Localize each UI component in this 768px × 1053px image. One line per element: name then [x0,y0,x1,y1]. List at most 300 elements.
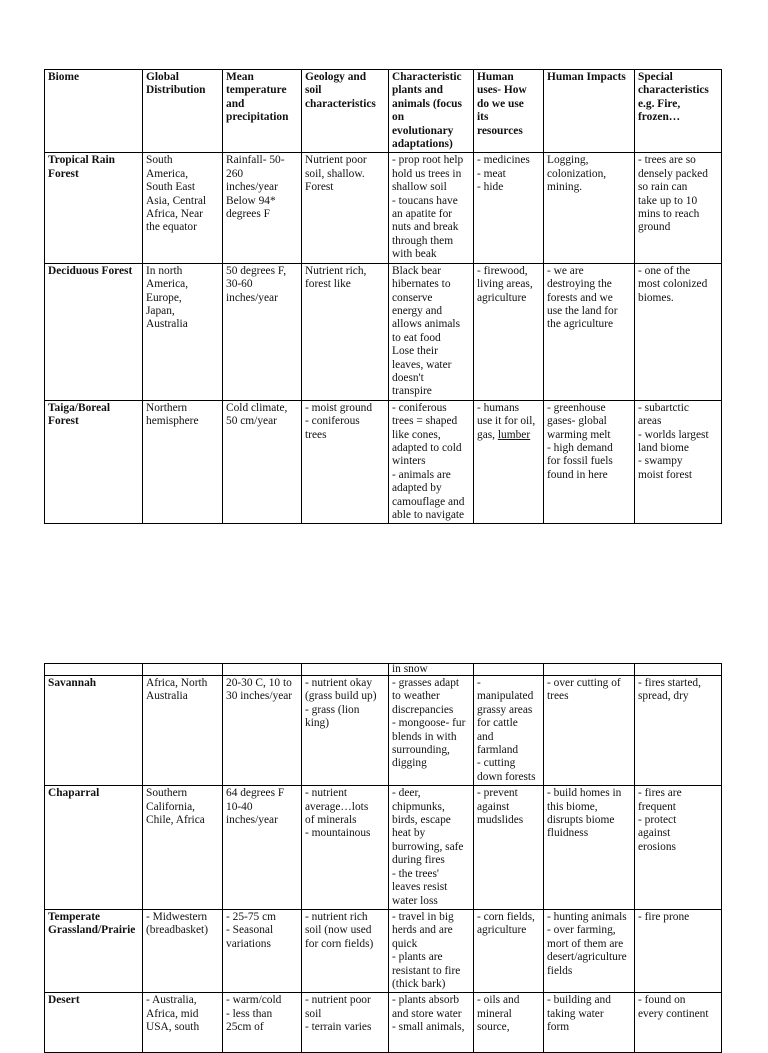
cell-text-line: to weather [392,690,440,703]
cell-text-line: - prevent [477,787,518,800]
cell-temperature-precipitation [223,263,302,400]
cell-text-line: frozen… [638,111,681,124]
cell-plants-animals [389,263,474,400]
cell-text-line: like cones, [392,428,441,441]
cell-text-line: transpire [392,385,432,398]
cell-text-line: South East [146,181,196,194]
cell-text-line: adapted by [392,482,442,495]
cell-text-line: - deer, [392,787,421,800]
header-temperature-precipitation [223,70,302,153]
cell-text-line: - animals are [392,468,451,481]
header-plants-animals [389,70,474,153]
header-special-characteristics [635,70,722,153]
cell-text-line: Africa, North [146,677,208,689]
cell-text-line: hibernates to [392,278,451,291]
cell-text-line: Biome [48,71,80,83]
cell-text-line: farmland [477,744,519,757]
cell-text-line: this biome, [547,800,598,813]
cell-text-line: South [146,154,173,167]
cell-text-line: uses- How [477,84,527,97]
cell-text-line: - the trees' [392,867,439,880]
cell-text-line: Cold climate, [226,401,288,414]
cell-text-line: - mongoose- fur [392,717,466,730]
cell-text-line: inches/year [226,291,278,304]
cell-text-line: - build homes in [547,787,622,800]
cell-text-line: Africa, mid [146,1007,199,1020]
cell-temperature-precipitation [223,400,302,524]
cell-text-line: - small animals, [392,1021,465,1034]
cell-text-line: - humans [477,401,520,414]
cell-text-line: Europe, [146,291,182,304]
cell-text-line: - protect [638,814,677,827]
cell-text-line: Taiga/Boreal [48,401,111,414]
cell-text-line: to eat food [392,331,441,344]
cell-text-line: - 25-75 cm [226,910,276,923]
cell-text-line: grassy areas [477,703,533,716]
cell-text-line: (grass build up) [305,690,377,703]
cell-text-line: - [477,677,481,689]
cell-text-line: so rain can [638,181,688,194]
cell-text-line: - mountainous [305,827,371,840]
cell-text-line: Deciduous Forest [48,264,133,277]
cell-text-line: leaves, water [392,358,452,371]
cell-text-line: forest like [305,278,351,291]
cell-text-line: - over cutting of [547,677,621,689]
cell-special-characteristics [635,153,722,263]
cell-geology-soil [302,786,389,910]
cell-text-line: discrepancies [392,703,454,716]
cell-temperature-precipitation [223,153,302,263]
cell-text-line: - Australia, [146,994,197,1007]
cell-text-line: - prop root help [392,154,464,167]
cell-text-line: - toucans have [392,194,458,207]
cell-geology-soil [302,153,389,263]
cell-human-uses [474,400,544,524]
cell-text-line: 260 [226,167,244,180]
cell-text-line: taking water [547,1007,604,1020]
cell-text-line: - found on [638,994,686,1007]
cell-text-line: 30-60 [226,278,253,291]
cell-text-line: - firewood, [477,264,528,277]
cell-text-line: Savannah [48,677,97,689]
cell-geology-soil [302,909,389,992]
cell-text-line: colonization, [547,167,607,180]
cell-text-line: - coniferous [305,415,360,428]
cell-text-line: moist forest [638,468,693,481]
cell-human-uses [474,786,544,910]
cell-text-line: 20-30 C, 10 to [226,677,292,689]
cell-global-distribution [143,676,223,786]
cell-plants-animals [389,786,474,910]
cell-text-line: allows animals [392,318,461,331]
cell-text-line: - Seasonal [226,924,274,937]
cell-text-line: conserve [392,291,433,304]
cell-text-line: gas, lumber [477,428,531,441]
cell-global-distribution [143,153,223,263]
header-global-distribution [143,70,223,153]
cell-geology-soil [302,993,389,1053]
cell-text-line: animals (focus [392,97,462,110]
cell-text-line: spread, dry [638,690,689,703]
cell-human-impacts [544,993,635,1053]
cell-text-line: In north [146,264,183,277]
cell-text-line: Desert [48,994,80,1007]
cell-text-line: - plants absorb [392,994,460,1007]
cell-text-line: Logging, [547,154,589,167]
cell-geology-soil [302,400,389,524]
cell-text-line: winters [392,455,426,468]
cell-text-line: found in here [547,468,608,481]
cell-text-line: - oils and [477,994,520,1007]
cell-text-line: mins to reach [638,208,700,221]
cell-text-line: manipulated [477,690,534,703]
cell-human-impacts [544,676,635,786]
cell-plants-animals [389,153,474,263]
cell-text-line: agriculture [477,924,527,937]
cell-text-line: surrounding, [392,744,450,757]
cell-text-line: form [547,1021,570,1034]
cell-text-line: - medicines [477,154,530,167]
carry-over-row [45,664,722,676]
cell-text-line: for cattle [477,717,518,730]
cell-text-line: - nutrient okay [305,677,373,689]
cell-special-characteristics [635,400,722,524]
cell-text-line: Asia, Central [146,194,207,207]
cell-text-line: 25cm of [226,1021,264,1034]
cell-text-line: Northern [146,401,188,414]
cell-text-line: evolutionary [392,124,454,137]
cell-geology-soil [302,676,389,786]
cell-text-line: its [477,111,489,124]
cell-human-impacts [544,786,635,910]
cell-human-impacts [544,263,635,400]
cell-text-line: Mean [226,71,254,83]
cell-text-line: nuts and break [392,221,459,234]
cell-biome [45,993,143,1053]
biome-table-page-2 [44,663,722,1053]
header-biome [45,70,143,153]
cell-temperature-precipitation [223,664,302,676]
cell-text-line: Characteristic [392,71,462,83]
cell-geology-soil [302,263,389,400]
cell-text-line: take up to 10 [638,194,698,207]
cell-geology-soil [302,664,389,676]
cell-text-line: warming melt [547,428,611,441]
cell-text-line: fluidness [547,827,589,840]
cell-global-distribution [143,786,223,910]
cell-text-line: (thick bark) [392,977,446,990]
cell-human-impacts [544,664,635,676]
biome-table-page-1 [44,69,722,524]
cell-text-line: 50 cm/year [226,415,277,428]
cell-text-line: America, [146,278,189,291]
cell-biome [45,786,143,910]
table-row [45,786,722,910]
cell-text-line: trees [547,690,569,703]
header-human-impacts [544,70,635,153]
cell-text-line: adapted to cold [392,441,462,454]
cell-text-line: temperature [226,84,287,97]
cell-text-line: - hunting animals [547,910,627,923]
cell-human-uses [474,263,544,400]
cell-text-line: - Midwestern [146,910,208,923]
cell-biome [45,664,143,676]
cell-text-line: on [392,111,405,124]
cell-text-line: burrowing, safe [392,840,464,853]
cell-special-characteristics [635,664,722,676]
cell-biome [45,263,143,400]
cell-global-distribution [143,909,223,992]
cell-plants-animals [389,664,474,676]
cell-text-line: use it for oil, [477,415,536,428]
cell-text-line: agriculture [477,291,527,304]
cell-biome [45,153,143,263]
cell-global-distribution [143,400,223,524]
cell-text-line: - worlds largest [638,428,709,441]
cell-global-distribution [143,664,223,676]
cell-text-line: - meat [477,167,506,180]
cell-text-line: America, [146,167,189,180]
cell-special-characteristics [635,786,722,910]
cell-text-line: desert/agriculture [547,951,627,964]
cell-text-line: - fire prone [638,910,690,923]
header-geology-soil [302,70,389,153]
cell-text-line: - hide [477,181,504,194]
cell-text-line: plants and [392,84,443,97]
cell-text-line: 64 degrees F [226,787,285,800]
cell-text-line: Forest [48,167,79,180]
cell-text-line: 50 degrees F, [226,264,287,277]
cell-text-line: Lose their [392,345,438,358]
cell-text-line: Black bear [392,264,442,277]
cell-text-line: use the land for [547,304,618,317]
cell-text-line: source, [477,1021,510,1034]
cell-text-line: hold us trees in [392,167,462,180]
cell-text-line: - warm/cold [226,994,282,1007]
cell-text-line: - nutrient [305,787,348,800]
cell-text-line: Chaparral [48,787,100,800]
cell-text-line: (breadbasket) [146,924,208,937]
cell-text-line: and store water [392,1007,462,1020]
cell-text-line: variations [226,937,271,950]
cell-text-line: mineral [477,1007,512,1020]
cell-text-line: of minerals [305,814,357,827]
cell-text-line: Southern [146,787,188,800]
cell-text-line: disrupts biome [547,814,615,827]
cell-text-line: land biome [638,441,689,454]
cell-temperature-precipitation [223,676,302,786]
cell-text-line: shallow soil [392,181,447,194]
cell-text-line: herds and are [392,924,453,937]
cell-text-line: - swampy [638,455,683,468]
cell-text-line: resistant to fire [392,964,461,977]
cell-text-line: mining. [547,181,583,194]
cell-text-line: for corn fields) [305,937,374,950]
cell-text-line: Nutrient poor [305,154,367,167]
carry-over-text: in snow [392,663,428,675]
cell-text-line: - one of the [638,264,691,277]
cell-text-line: Global [146,71,179,83]
cell-biome [45,909,143,992]
cell-text-line: Forest [305,181,334,194]
cell-text-line: - terrain varies [305,1021,372,1034]
cell-text-line: Grassland/Prairie [48,924,136,937]
cell-text-line: the equator [146,221,197,234]
cell-text-line: digging [392,757,427,770]
cell-human-uses [474,676,544,786]
cell-plants-animals [389,909,474,992]
cell-text-line: leaves resist [392,881,448,894]
cell-text-line: able to navigate [392,509,465,521]
cell-text-line: - grass (lion [305,703,360,716]
cell-text-line: Australia [146,690,188,703]
cell-text-line: with beak [392,248,437,261]
cell-human-uses [474,909,544,992]
cell-text-line: - nutrient rich [305,910,368,923]
cell-plants-animals [389,993,474,1053]
cell-text-line: - fires are [638,787,682,800]
table-row [45,400,722,524]
header-row [45,70,722,153]
cell-text-line: inches/year [226,814,278,827]
table-row [45,676,722,786]
cell-special-characteristics [635,909,722,992]
cell-human-uses [474,153,544,263]
cell-text-line: an apatite for [392,208,453,221]
cell-text-line: - travel in big [392,910,454,923]
cell-text-line: - trees are so [638,154,696,167]
cell-text-line: adaptations) [392,138,453,151]
cell-text-line: - fires started, [638,677,701,689]
cell-text-line: 10-40 [226,800,253,813]
cell-text-line: Africa, Near [146,208,203,221]
cell-temperature-precipitation [223,786,302,910]
cell-text-line: the agriculture [547,318,614,331]
cell-text-line: - we are [547,264,584,277]
cell-text-line: Temperate [48,910,101,923]
cell-text-line: - plants are [392,951,443,964]
cell-text-line: - subartctic [638,401,689,414]
cell-text-line: blends in with [392,730,457,743]
cell-text-line: - moist ground [305,401,373,414]
cell-text-line: resources [477,124,523,137]
cell-text-line: Australia [146,318,188,331]
cell-text-line: Forest [48,415,79,428]
cell-text-line: quick [392,937,418,950]
cell-text-line: Human [477,71,514,83]
cell-text-line: California, [146,800,196,813]
cell-text-line: heat by [392,827,426,840]
cell-plants-animals [389,400,474,524]
cell-human-uses [474,993,544,1053]
cell-text-line: trees = shaped [392,415,458,428]
table-row [45,993,722,1053]
cell-text-line: do we use [477,97,524,110]
cell-text-line: forests and we [547,291,613,304]
cell-global-distribution [143,993,223,1053]
cell-text-line: - cutting [477,757,516,770]
cell-text-line: - corn fields, [477,910,535,923]
cell-text-line: precipitation [226,111,289,124]
cell-text-line: ground [638,221,671,234]
cell-text-line: USA, south [146,1021,200,1034]
cell-text-line: soil (now used [305,924,372,937]
cell-text-line: average…lots [305,800,369,813]
cell-text-line: - grasses adapt [392,677,460,689]
cell-text-line: and [226,97,245,110]
cell-text-line: against [477,800,510,813]
cell-text-line: densely packed [638,167,708,180]
cell-special-characteristics [635,993,722,1053]
cell-text-line: energy and [392,304,443,317]
cell-text-line: and [477,730,494,743]
table-row [45,909,722,992]
cell-text-line: every continent [638,1007,709,1020]
cell-text-line: hemisphere [146,415,199,428]
cell-text-line: Japan, [146,304,175,317]
cell-text-line: 30 inches/year [226,690,293,703]
cell-temperature-precipitation [223,909,302,992]
cell-text-line: Below 94* [226,194,276,207]
cell-text-line: characteristics [638,84,709,97]
cell-special-characteristics [635,263,722,400]
cell-human-uses [474,664,544,676]
cell-text-line: Geology and [305,71,367,83]
header-human-uses [474,70,544,153]
cell-text-line: soil [305,1007,322,1020]
cell-text-line: chipmunks, [392,800,445,813]
cell-text-line: water loss [392,894,438,907]
cell-text-line: Rainfall- 50- [226,154,285,167]
underlined-word: lumber [497,428,531,441]
cell-text-line: Human Impacts [547,71,626,83]
cell-text-line: during fires [392,854,445,867]
cell-text-line: most colonized [638,278,708,291]
cell-text-line: - greenhouse [547,401,606,414]
cell-human-impacts [544,153,635,263]
cell-text-line: destroying the [547,278,612,291]
cell-text-line: frequent [638,800,676,813]
cell-global-distribution [143,263,223,400]
cell-special-characteristics [635,676,722,786]
cell-text-line: fields [547,964,573,977]
cell-text-line: soil, shallow. [305,167,365,180]
cell-text-line: birds, escape [392,814,451,827]
table-row [45,263,722,400]
cell-text-line: erosions [638,840,676,853]
cell-biome [45,400,143,524]
cell-temperature-precipitation [223,993,302,1053]
table-row [45,153,722,263]
cell-text-line: camouflage and [392,495,465,508]
cell-text-line: biomes. [638,291,674,304]
cell-text-line: doesn't [392,371,424,384]
cell-text-line: against [638,827,671,840]
cell-text-line: areas [638,415,662,428]
cell-human-impacts [544,909,635,992]
cell-text-line: mudslides [477,814,524,827]
cell-human-impacts [544,400,635,524]
cell-text-line: for fossil fuels [547,455,613,468]
cell-text-line: down forests [477,770,536,783]
cell-text-line: gases- global [547,415,607,428]
cell-text-line: Special [638,71,673,83]
cell-text-line: characteristics [305,97,376,110]
cell-text-line: - over farming, [547,924,616,937]
cell-text-line: - nutrient poor [305,994,371,1007]
cell-text-line: king) [305,717,330,730]
cell-text-line: through them [392,234,454,247]
